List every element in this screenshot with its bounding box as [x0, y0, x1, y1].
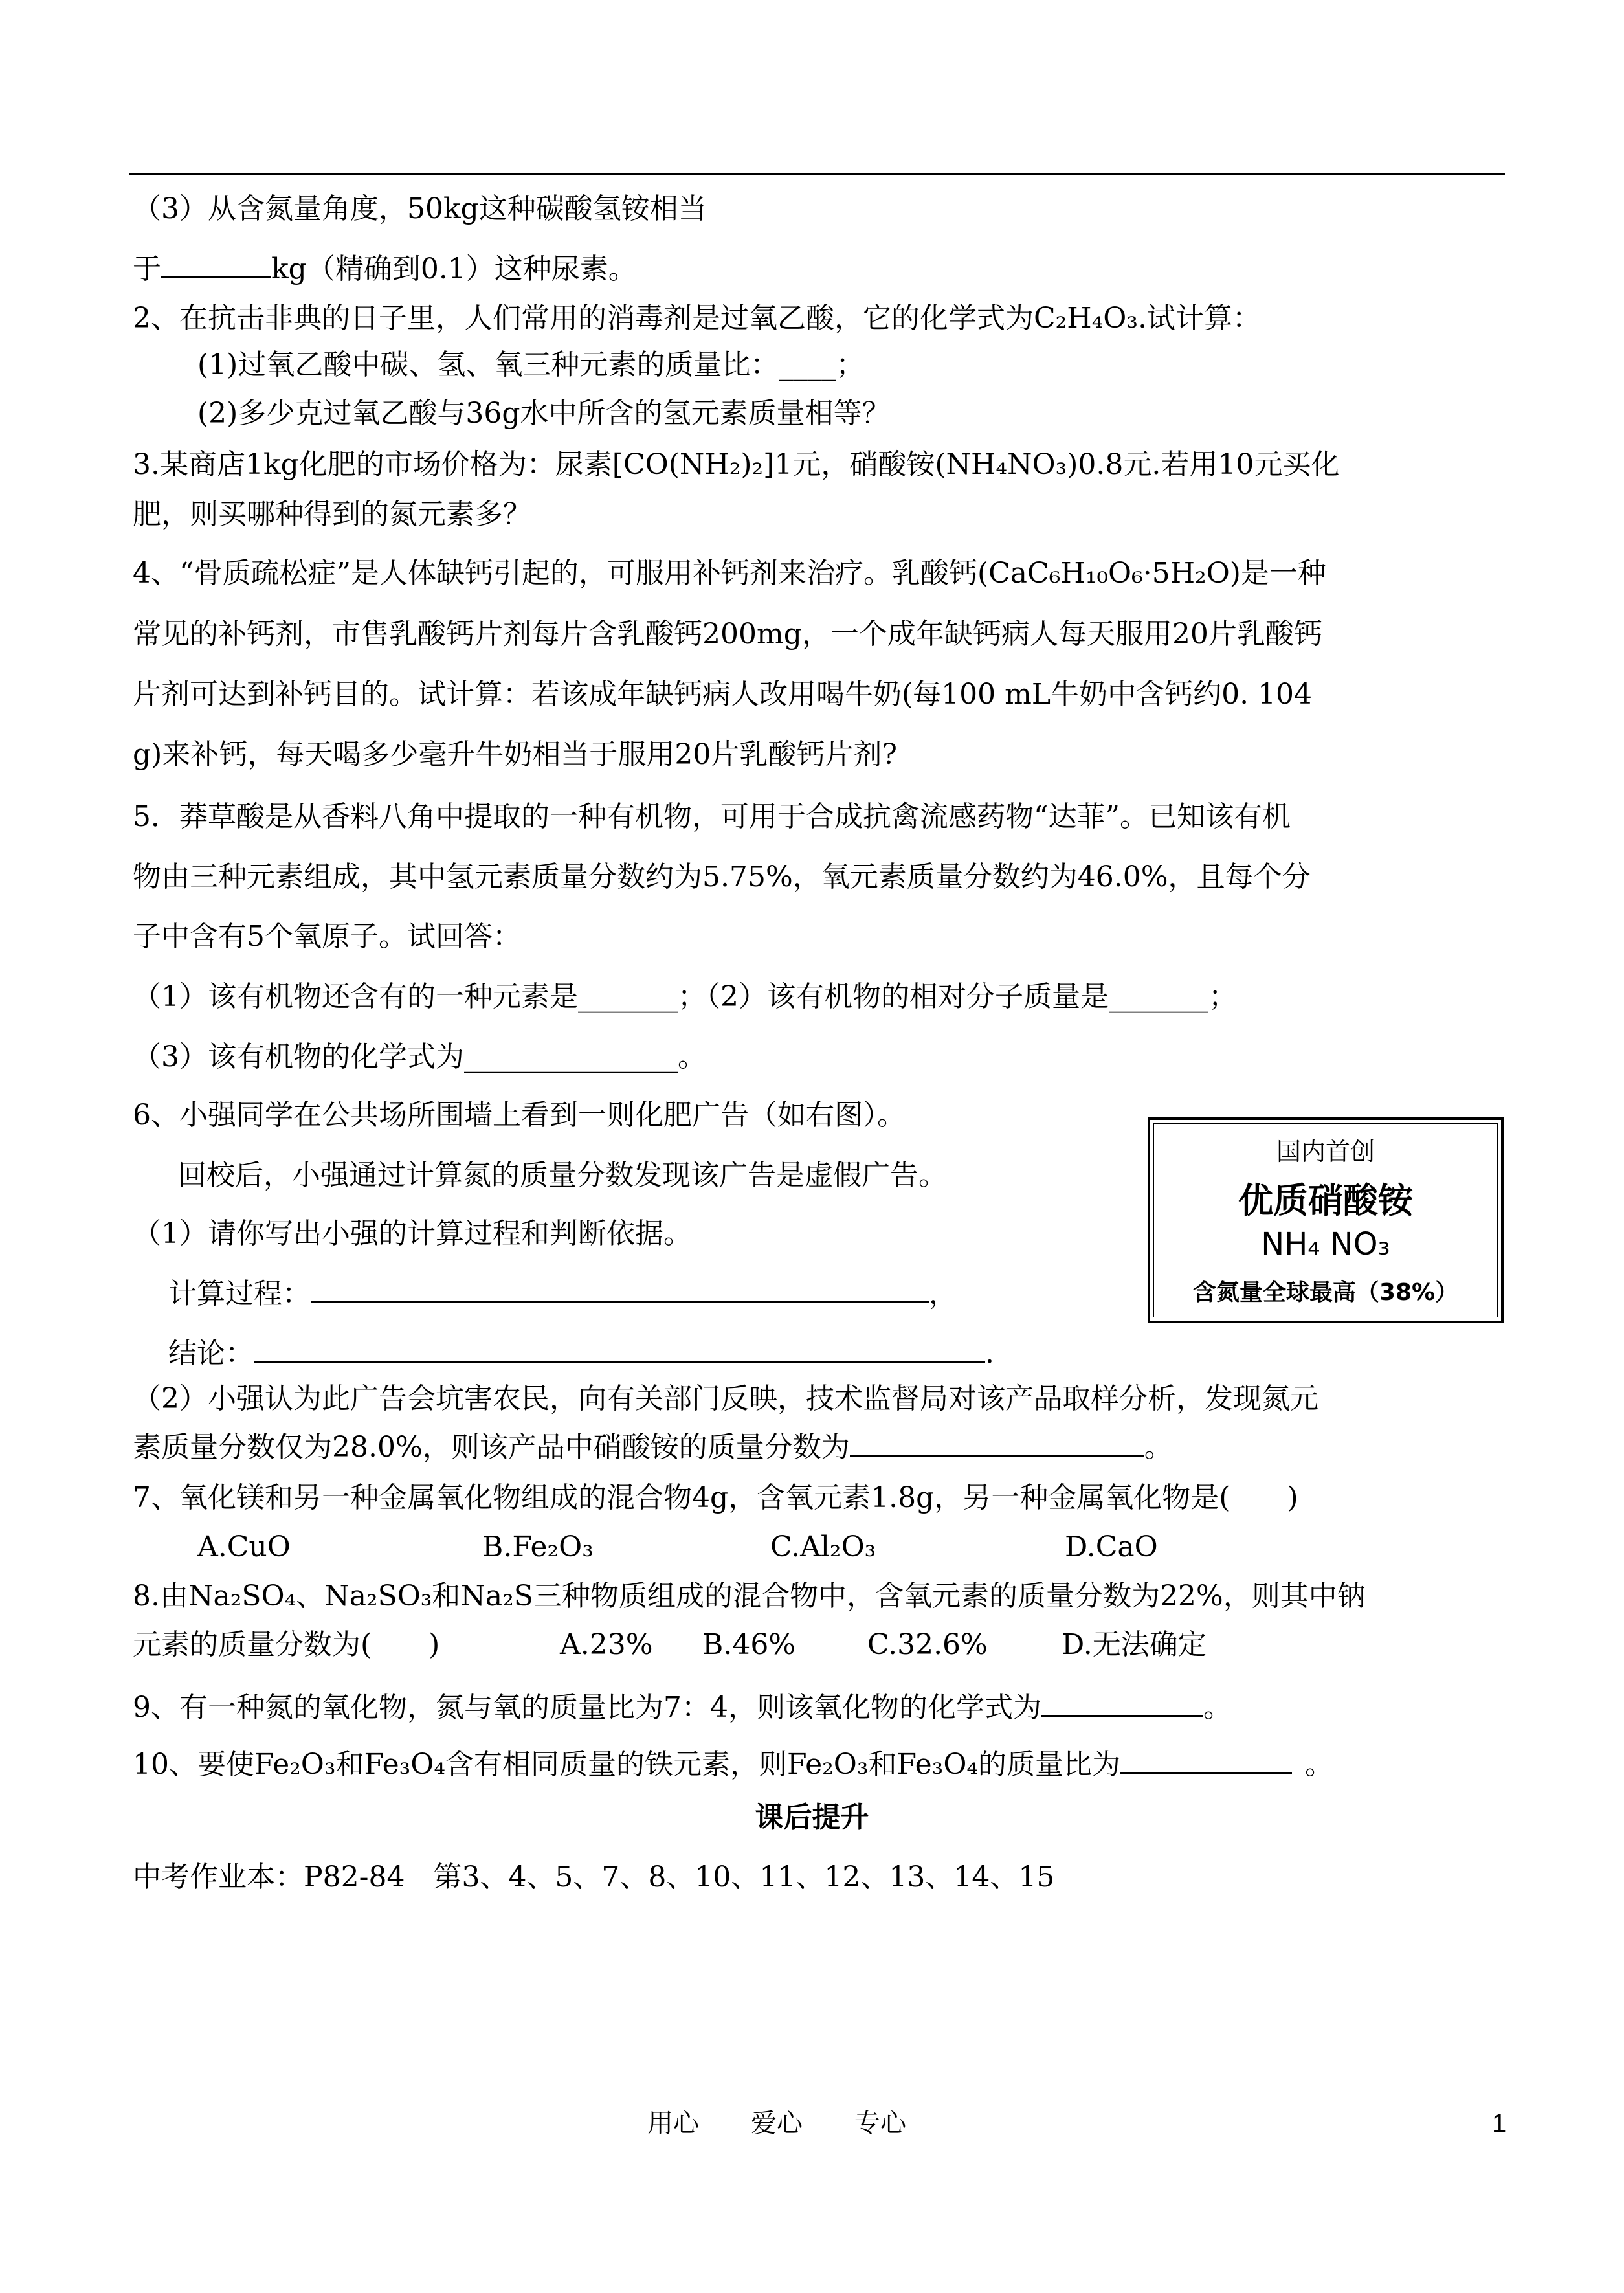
q1-part3-line1: （3）从含氮量角度，50kg这种碳酸氢铵相当 [133, 192, 707, 225]
q1-part3-line2: 于 kg（精确到0.1）这种尿素。 [133, 248, 637, 289]
q3-line2: 肥，则买哪种得到的氮元素多？ [133, 498, 531, 531]
q7-option-d[interactable]: D.CaO [1065, 1530, 1158, 1563]
q6-calc-line: 计算过程： ， [168, 1273, 957, 1314]
q8-line2: 元素的质量分数为( ) [133, 1628, 440, 1661]
q8-line1: 8.由Na₂SO₄、Na₂SO₃和Na₂S三种物质组成的混合物中，含氧元素的质量分数为22%，则其中钠 [133, 1580, 1366, 1613]
fertilizer-ad-image [1148, 1117, 1504, 1323]
q8-option-d[interactable]: D.无法确定 [1062, 1628, 1207, 1661]
conclusion-blank[interactable] [254, 1332, 985, 1363]
ad-inner-border [1153, 1123, 1498, 1317]
q5-line1: 5．莽草酸是从香料八角中提取的一种有机物，可用于合成抗禽流感药物“达菲”。已知该有机 [133, 800, 1291, 833]
q8-option-a[interactable]: A.23% [560, 1628, 653, 1661]
homework-line: 中考作业本：P82-84 第3、4、5、7、8、10、11、12、13、14、15 [133, 1861, 1055, 1894]
q5-part3: （3）该有机物的化学式为_______________。 [133, 1040, 706, 1073]
q8-option-c[interactable]: C.32.6% [867, 1628, 988, 1661]
q8-option-b[interactable]: B.46% [702, 1628, 796, 1661]
q2-part2: (2)多少克过氧乙酸与36g水中所含的氢元素质量相等？ [197, 397, 891, 430]
ratio-blank[interactable] [1120, 1743, 1292, 1774]
q2-stem: 2、在抗击非典的日子里，人们常用的消毒剂是过氧乙酸，它的化学式为C₂H₄O₃.试计算： [133, 302, 1262, 335]
q4-line4: g)来补钙，每天喝多少毫升牛奶相当于服用20片乳酸钙片剂? [133, 738, 897, 771]
q3-line1: 3.某商店1kg化肥的市场价格为：尿素[CO(NH₂)₂]1元，硝酸铵(NH₄NO₃)0.8元.若用10元买化 [133, 448, 1340, 481]
ad-claim: 含氮量全球最高（38%） [1192, 1279, 1459, 1306]
q6-part2-line1: （2）小强认为此广告会坑害农民，向有关部门反映，技术监督局对该产品取样分析，发现氮元 [133, 1382, 1318, 1415]
q9-line: 9、有一种氮的氧化物，氮与氧的质量比为7：4，则该氧化物的化学式为 。 [133, 1686, 1232, 1727]
page-number: 1 [1492, 2109, 1507, 2138]
q4-line2: 常见的补钙剂，市售乳酸钙片剂每片含乳酸钙200mg，一个成年缺钙病人每天服用20片乳酸钙 [133, 618, 1322, 651]
q6-conclusion-line: 结论： . [168, 1332, 994, 1373]
ad-slogan: 国内首创 [1276, 1137, 1375, 1166]
answer-blank[interactable] [161, 248, 271, 278]
q2-part1: (1)过氧乙酸中碳、氢、氧三种元素的质量比：____； [197, 348, 865, 381]
footer-motto: 用心 爱心 专心 [647, 2108, 906, 2138]
section-title: 课后提升 [755, 1801, 869, 1834]
q4-line1: 4、“骨质疏松症”是人体缺钙引起的，可服用补钙剂来治疗。乳酸钙(CaC₆H₁₀O₆·5H₂O)是一种 [133, 557, 1326, 590]
q6-line2: 回校后，小强通过计算氮的质量分数发现该广告是虚假广告。 [178, 1159, 947, 1192]
q5-line3: 子中含有5个氧原子。试回答： [133, 920, 521, 953]
q7-option-c[interactable]: C.Al₂O₃ [770, 1530, 876, 1563]
calc-blank[interactable] [311, 1273, 929, 1303]
q4-line3: 片剂可达到补钙目的。试计算：若该成年缺钙病人改用喝牛奶(每100 mL牛奶中含钙约0. 104 [133, 678, 1313, 711]
q6-part2-line2: 素质量分数仅为28.0%，则该产品中硝酸铵的质量分数为 。 [133, 1426, 1173, 1467]
q10-line: 10、要使Fe₂O₃和Fe₃O₄含有相同质量的铁元素，则Fe₂O₃和Fe₃O₄的质量比为 。 [133, 1743, 1333, 1784]
header-rule [129, 173, 1505, 175]
q7-stem: 7、氧化镁和另一种金属氧化物组成的混合物4g，含氧元素1.8g，另一种金属氧化物是( ) [133, 1481, 1298, 1514]
ad-formula: NH₄ NO₃ [1261, 1226, 1390, 1262]
formula-blank[interactable] [1041, 1686, 1203, 1717]
q5-part1-2: （1）该有机物还含有的一种元素是_______；（2）该有机物的相对分子质量是_______； [133, 980, 1237, 1013]
q5-line2: 物由三种元素组成，其中氢元素质量分数约为5.75%，氧元素质量分数约为46.0%，且每个分 [133, 860, 1311, 893]
q6-part1: （1）请你写出小强的计算过程和判断依据。 [133, 1217, 692, 1250]
q7-option-a[interactable]: A.CuO [197, 1530, 291, 1563]
ad-product-name: 优质硝酸铵 [1238, 1180, 1413, 1221]
percentage-blank[interactable] [850, 1426, 1144, 1457]
q7-option-b[interactable]: B.Fe₂O₃ [482, 1530, 594, 1563]
q6-line1: 6、小强同学在公共场所围墙上看到一则化肥广告（如右图）。 [133, 1099, 906, 1132]
